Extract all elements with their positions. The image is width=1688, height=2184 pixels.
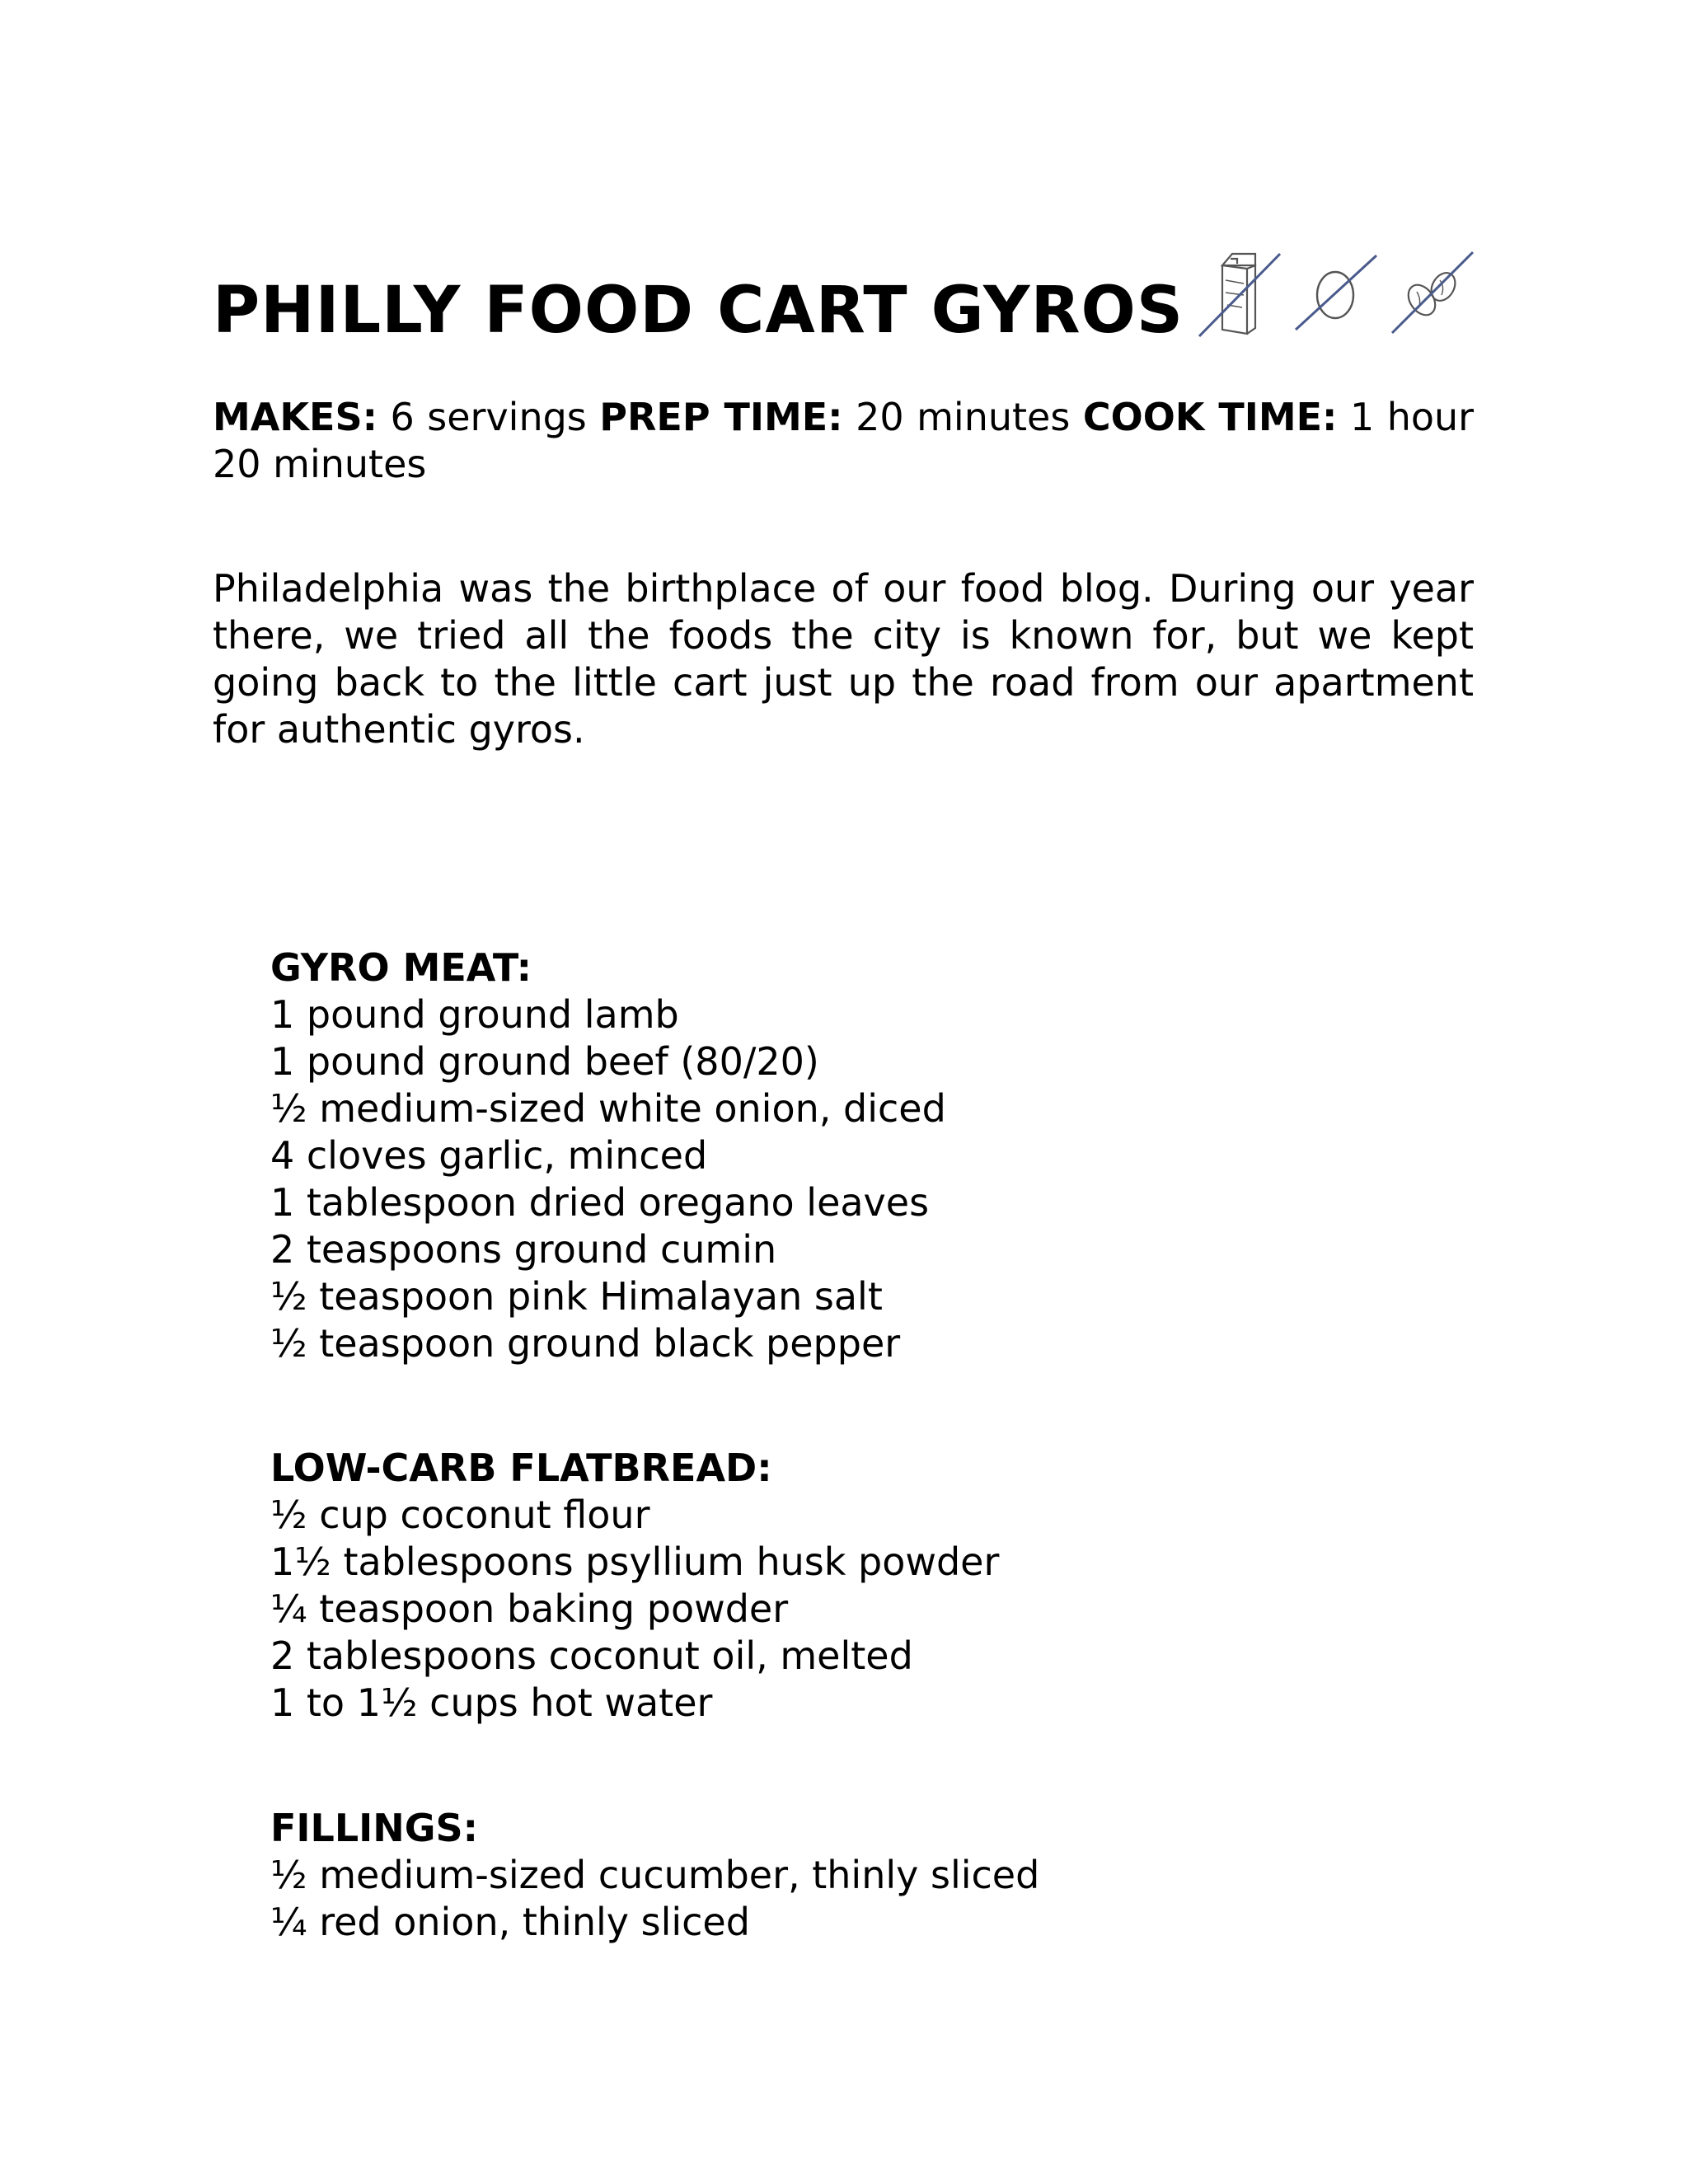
cook-time-value: 1 hour 20 minutes xyxy=(213,395,1475,486)
ingredient-item: ¼ teaspoon baking powder xyxy=(270,1586,789,1631)
ingredient-item: ¼ red onion, thinly sliced xyxy=(270,1900,750,1944)
cook-time-label: COOK TIME: xyxy=(1082,395,1338,439)
ingredient-item: 2 teaspoons ground cumin xyxy=(270,1227,777,1272)
section-heading: FILLINGS: xyxy=(270,1806,479,1850)
section-gyro-meat xyxy=(270,944,1424,1367)
ingredient-list xyxy=(270,1852,1424,1946)
ingredient-item: 2 tablespoons coconut oil, melted xyxy=(270,1633,913,1678)
section-low-carb-flatbread xyxy=(270,1445,1424,1727)
ingredient-item: 1 tablespoon dried oregano leaves xyxy=(270,1180,930,1225)
ingredient-item: 1 pound ground lamb xyxy=(270,992,679,1037)
ingredient-list xyxy=(270,991,1424,1367)
section-fillings xyxy=(270,1805,1424,1946)
ingredient-item: ½ teaspoon ground black pepper xyxy=(270,1321,901,1366)
makes-label: MAKES: xyxy=(213,395,377,439)
prep-time-label: PREP TIME: xyxy=(599,395,843,439)
no-nuts-icon xyxy=(1389,247,1475,342)
section-heading: GYRO MEAT: xyxy=(270,945,532,990)
ingredient-list xyxy=(270,1492,1424,1727)
no-dairy-icon xyxy=(1198,247,1284,342)
makes-value: 6 servings xyxy=(390,395,587,439)
ingredient-item: ½ teaspoon pink Himalayan salt xyxy=(270,1274,883,1319)
recipe-title: PHILLY FOOD CART GYROS xyxy=(213,274,1184,348)
ingredient-item: 1 pound ground beef (80/20) xyxy=(270,1039,819,1084)
ingredient-item: ½ medium-sized cucumber, thinly sliced xyxy=(270,1853,1040,1897)
ingredient-item: 1½ tablespoons psyllium husk powder xyxy=(270,1540,1000,1584)
recipe-intro: Philadelphia was the birthplace of our food blog. During our year there, we tried all the foods the city is known for, but we kept going back to the little cart just up the road from our apartment for authentic gyros. xyxy=(213,566,1474,752)
ingredient-item: 4 cloves garlic, minced xyxy=(270,1133,708,1178)
ingredient-item: 1 to 1½ cups hot water xyxy=(270,1680,713,1725)
ingredient-item: ½ cup coconut flour xyxy=(270,1493,650,1537)
title-row xyxy=(213,247,1474,354)
no-gluten-icon xyxy=(1292,247,1379,342)
diet-icons xyxy=(1198,247,1474,342)
recipe-meta xyxy=(213,394,1474,488)
prep-time-value: 20 minutes xyxy=(856,395,1071,439)
ingredient-item: ½ medium-sized white onion, diced xyxy=(270,1086,946,1131)
section-heading: LOW-CARB FLATBREAD: xyxy=(270,1446,772,1490)
